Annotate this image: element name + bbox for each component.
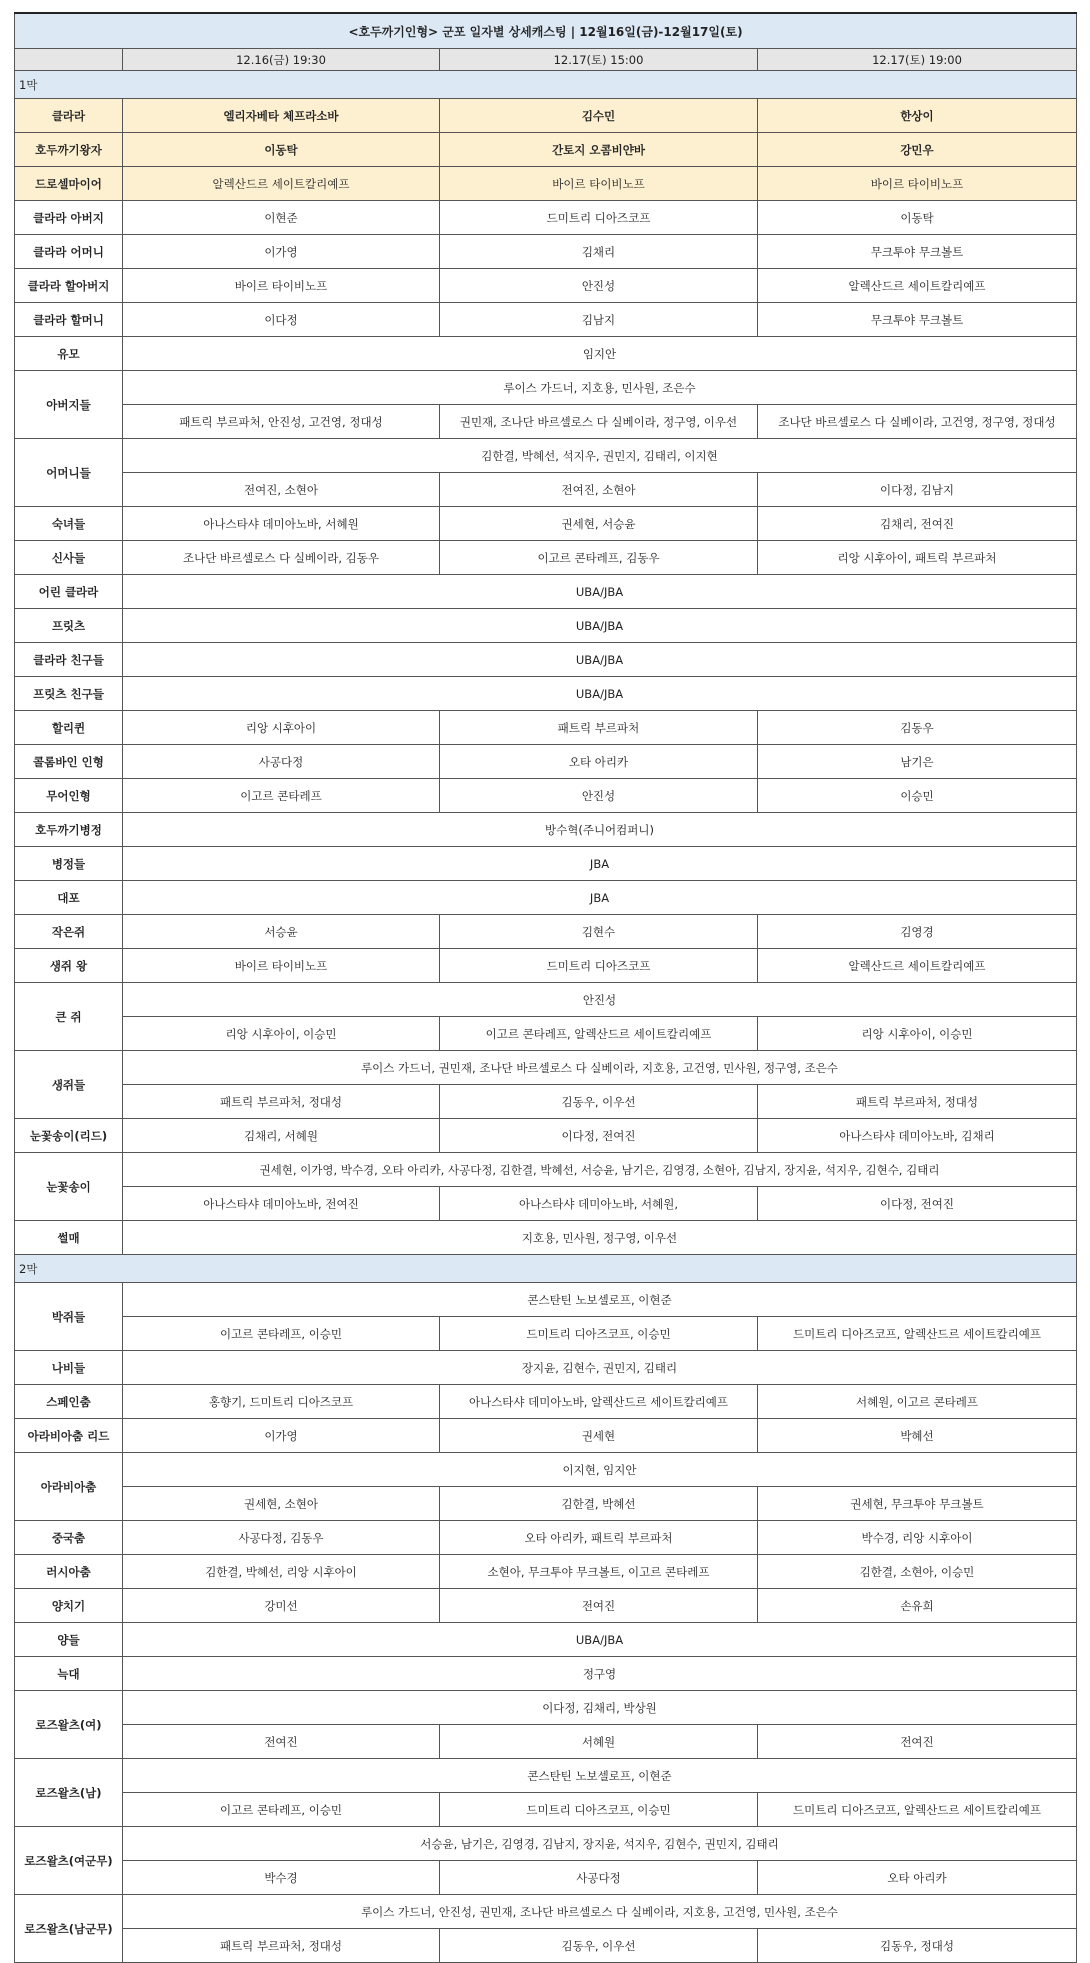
role-name: 눈꽃송이(리드) xyxy=(15,1119,123,1153)
act-label: 2막 xyxy=(15,1255,1077,1283)
cast-cell: 전여진, 소현아 xyxy=(440,473,758,507)
cast-all-dates: 서승윤, 남기은, 김영경, 김남지, 장지윤, 석지우, 김현수, 권민지, 김태리 xyxy=(123,1827,1077,1861)
casting-row xyxy=(15,575,1077,609)
act-row xyxy=(15,1255,1077,1283)
cast-all-dates: 방수혁(주니어컴퍼니) xyxy=(123,813,1077,847)
role-name: 무어인형 xyxy=(15,779,123,813)
cast-cell: 이승민 xyxy=(758,779,1077,813)
casting-row xyxy=(15,1351,1077,1385)
role-name: 신사들 xyxy=(15,541,123,575)
casting-row xyxy=(15,1419,1077,1453)
role-name: 양치기 xyxy=(15,1589,123,1623)
cast-cell: 오타 아리카, 패트릭 부르파처 xyxy=(440,1521,758,1555)
cast-cell: 서혜원, 이고르 콘타레프 xyxy=(758,1385,1077,1419)
role-name: 눈꽃송이 xyxy=(15,1153,123,1221)
cast-cell: 이고르 콘타레프, 알렉산드르 세이트칼리예프 xyxy=(440,1017,758,1051)
cast-cell: 사공다정 xyxy=(440,1861,758,1895)
role-name: 나비들 xyxy=(15,1351,123,1385)
cast-cell: 엘리자베타 체프라소바 xyxy=(123,99,440,133)
cast-cell: 김채리 xyxy=(440,235,758,269)
role-name: 아라비아춤 리드 xyxy=(15,1419,123,1453)
casting-subrow xyxy=(15,473,1077,507)
role-name: 대포 xyxy=(15,881,123,915)
casting-subrow xyxy=(15,1017,1077,1051)
casting-row xyxy=(15,745,1077,779)
cast-cell: 이다정, 전여진 xyxy=(440,1119,758,1153)
cast-cell: 김동우, 이우선 xyxy=(440,1085,758,1119)
cast-all-dates: 루이스 가드너, 안진성, 권민재, 조나단 바르셀로스 다 실베이라, 지호용, 고건영, 민사원, 조은수 xyxy=(123,1895,1077,1929)
role-name: 클라라 아버지 xyxy=(15,201,123,235)
cast-cell: 이다정 xyxy=(123,303,440,337)
casting-row xyxy=(15,711,1077,745)
casting-row xyxy=(15,1385,1077,1419)
cast-all-dates: JBA xyxy=(123,881,1077,915)
cast-cell: 안진성 xyxy=(440,779,758,813)
cast-cell: 김수민 xyxy=(440,99,758,133)
cast-cell: 강미선 xyxy=(123,1589,440,1623)
role-name: 늑대 xyxy=(15,1657,123,1691)
cast-cell: 소현아, 무크투야 무크볼트, 이고르 콘타레프 xyxy=(440,1555,758,1589)
casting-row xyxy=(15,303,1077,337)
cast-cell: 김동우, 이우선 xyxy=(440,1929,758,1963)
role-name: 클라라 xyxy=(15,99,123,133)
cast-cell: 드미트리 디아즈코프, 알렉산드르 세이트칼리예프 xyxy=(758,1793,1077,1827)
role-name: 클라라 할머니 xyxy=(15,303,123,337)
cast-cell: 이현준 xyxy=(123,201,440,235)
casting-subrow xyxy=(15,1725,1077,1759)
cast-cell: 전여진 xyxy=(758,1725,1077,1759)
casting-row xyxy=(15,201,1077,235)
cast-cell: 김현수 xyxy=(440,915,758,949)
casting-row xyxy=(15,779,1077,813)
role-name: 썰매 xyxy=(15,1221,123,1255)
cast-cell: 박수경 xyxy=(123,1861,440,1895)
cast-cell: 이가영 xyxy=(123,235,440,269)
cast-cell: 이다정, 전여진 xyxy=(758,1187,1077,1221)
casting-subrow xyxy=(15,1793,1077,1827)
role-name: 어린 클라라 xyxy=(15,575,123,609)
date-header-2: 12.17(토) 15:00 xyxy=(440,49,758,71)
casting-row xyxy=(15,167,1077,201)
cast-all-dates: JBA xyxy=(123,847,1077,881)
casting-row xyxy=(15,1453,1077,1487)
casting-row xyxy=(15,1119,1077,1153)
casting-subrow xyxy=(15,1317,1077,1351)
role-name: 생쥐 왕 xyxy=(15,949,123,983)
cast-all-dates: 권세현, 이가영, 박수경, 오타 아리카, 사공다정, 김한결, 박혜선, 서승윤, 남기은, 김영경, 소현아, 김남지, 장지윤, 석지우, 김현수, 김태리 xyxy=(123,1153,1077,1187)
role-name: 큰 쥐 xyxy=(15,983,123,1051)
casting-row xyxy=(15,1221,1077,1255)
cast-cell: 김남지 xyxy=(440,303,758,337)
cast-cell: 전여진, 소현아 xyxy=(123,473,440,507)
casting-row xyxy=(15,337,1077,371)
cast-all-dates: 이다정, 김채리, 박상원 xyxy=(123,1691,1077,1725)
role-name: 스페인춤 xyxy=(15,1385,123,1419)
cast-cell: 권세현, 무크투야 무크볼트 xyxy=(758,1487,1077,1521)
casting-subrow xyxy=(15,1929,1077,1963)
date-header-blank xyxy=(15,49,123,71)
cast-cell: 권민재, 조나단 바르셀로스 다 실베이라, 정구영, 이우선 xyxy=(440,405,758,439)
role-name: 아버지들 xyxy=(15,371,123,439)
cast-cell: 홍향기, 드미트리 디아즈코프 xyxy=(123,1385,440,1419)
cast-cell: 패트릭 부르파처 xyxy=(440,711,758,745)
cast-cell: 김동우 xyxy=(758,711,1077,745)
cast-all-dates: 김한결, 박혜선, 석지우, 권민지, 김태리, 이지현 xyxy=(123,439,1077,473)
cast-cell: 사공다정, 김동우 xyxy=(123,1521,440,1555)
cast-cell: 사공다정 xyxy=(123,745,440,779)
cast-cell: 바이르 타이비노프 xyxy=(758,167,1077,201)
date-header-1: 12.16(금) 19:30 xyxy=(123,49,440,71)
role-name: 로즈왈츠(남) xyxy=(15,1759,123,1827)
cast-cell: 알렉산드르 세이트칼리예프 xyxy=(758,269,1077,303)
cast-cell: 알렉산드르 세이트칼리예프 xyxy=(123,167,440,201)
casting-row xyxy=(15,1895,1077,1929)
role-name: 양들 xyxy=(15,1623,123,1657)
cast-cell: 이동탁 xyxy=(123,133,440,167)
date-header-3: 12.17(토) 19:00 xyxy=(758,49,1077,71)
cast-cell: 바이르 타이비노프 xyxy=(440,167,758,201)
cast-cell: 리앙 시후아이 xyxy=(123,711,440,745)
cast-cell: 간토지 오콤비얀바 xyxy=(440,133,758,167)
cast-all-dates: UBA/JBA xyxy=(123,575,1077,609)
role-name: 콜롬바인 인형 xyxy=(15,745,123,779)
role-name: 호두까기왕자 xyxy=(15,133,123,167)
act-row xyxy=(15,71,1077,99)
cast-cell: 김한결, 소현아, 이승민 xyxy=(758,1555,1077,1589)
cast-cell: 김동우, 정대성 xyxy=(758,1929,1077,1963)
casting-row xyxy=(15,643,1077,677)
cast-cell: 아나스타샤 데미아노바, 서혜원, xyxy=(440,1187,758,1221)
cast-cell: 한상이 xyxy=(758,99,1077,133)
role-name: 클라라 친구들 xyxy=(15,643,123,677)
cast-cell: 리앙 시후아이, 이승민 xyxy=(123,1017,440,1051)
cast-cell: 이고르 콘타레프, 이승민 xyxy=(123,1793,440,1827)
casting-row xyxy=(15,949,1077,983)
cast-cell: 김한결, 박혜선 xyxy=(440,1487,758,1521)
cast-all-dates: 임지안 xyxy=(123,337,1077,371)
cast-cell: 오타 아리카 xyxy=(440,745,758,779)
cast-cell: 패트릭 부르파처, 안진성, 고건영, 정대성 xyxy=(123,405,440,439)
role-name: 숙녀들 xyxy=(15,507,123,541)
role-name: 할리퀸 xyxy=(15,711,123,745)
page-title: <호두까기인형> 군포 일자별 상세캐스팅 | 12월16일(금)-12월17일(토) xyxy=(15,13,1077,49)
role-name: 프릿츠 xyxy=(15,609,123,643)
casting-row xyxy=(15,609,1077,643)
cast-cell: 김채리, 서혜원 xyxy=(123,1119,440,1153)
cast-cell: 리앙 시후아이, 이승민 xyxy=(758,1017,1077,1051)
role-name: 호두까기병정 xyxy=(15,813,123,847)
role-name: 클라라 어머니 xyxy=(15,235,123,269)
casting-subrow xyxy=(15,405,1077,439)
cast-cell: 전여진 xyxy=(123,1725,440,1759)
cast-all-dates: UBA/JBA xyxy=(123,677,1077,711)
casting-subrow xyxy=(15,1187,1077,1221)
cast-cell: 패트릭 부르파처, 정대성 xyxy=(123,1085,440,1119)
cast-cell: 이가영 xyxy=(123,1419,440,1453)
cast-all-dates: 안진성 xyxy=(123,983,1077,1017)
cast-cell: 바이르 타이비노프 xyxy=(123,949,440,983)
role-name: 유모 xyxy=(15,337,123,371)
casting-subrow xyxy=(15,1085,1077,1119)
cast-cell: 서승윤 xyxy=(123,915,440,949)
cast-cell: 박혜선 xyxy=(758,1419,1077,1453)
casting-row xyxy=(15,813,1077,847)
casting-row xyxy=(15,439,1077,473)
role-name: 생쥐들 xyxy=(15,1051,123,1119)
cast-all-dates: 정구영 xyxy=(123,1657,1077,1691)
cast-cell: 드미트리 디아즈코프, 알렉산드르 세이트칼리예프 xyxy=(758,1317,1077,1351)
casting-row xyxy=(15,541,1077,575)
cast-cell: 알렉산드르 세이트칼리예프 xyxy=(758,949,1077,983)
cast-cell: 강민우 xyxy=(758,133,1077,167)
cast-cell: 아나스타샤 데미아노바, 서혜원 xyxy=(123,507,440,541)
role-name: 병정들 xyxy=(15,847,123,881)
cast-cell: 박수경, 리앙 시후아이 xyxy=(758,1521,1077,1555)
casting-subrow xyxy=(15,1487,1077,1521)
cast-cell: 이고르 콘타레프 xyxy=(123,779,440,813)
cast-cell: 권세현, 서승윤 xyxy=(440,507,758,541)
casting-row xyxy=(15,507,1077,541)
cast-cell: 무크투야 무크볼트 xyxy=(758,235,1077,269)
cast-all-dates: 장지윤, 김현수, 권민지, 김태리 xyxy=(123,1351,1077,1385)
cast-cell: 리앙 시후아이, 패트릭 부르파처 xyxy=(758,541,1077,575)
role-name: 로즈왈츠(여) xyxy=(15,1691,123,1759)
cast-cell: 안진성 xyxy=(440,269,758,303)
role-name: 아라비아춤 xyxy=(15,1453,123,1521)
cast-cell: 김채리, 전여진 xyxy=(758,507,1077,541)
cast-cell: 아나스타샤 데미아노바, 전여진 xyxy=(123,1187,440,1221)
casting-row xyxy=(15,1283,1077,1317)
casting-row xyxy=(15,915,1077,949)
role-name: 클라라 할아버지 xyxy=(15,269,123,303)
cast-cell: 드미트리 디아즈코프, 이승민 xyxy=(440,1317,758,1351)
cast-all-dates: 루이스 가드너, 권민재, 조나단 바르셀로스 다 실베이라, 지호용, 고건영, 민사원, 정구영, 조은수 xyxy=(123,1051,1077,1085)
cast-cell: 이동탁 xyxy=(758,201,1077,235)
role-name: 로즈왈츠(남군무) xyxy=(15,1895,123,1963)
casting-row xyxy=(15,269,1077,303)
casting-row xyxy=(15,1623,1077,1657)
cast-cell: 김한결, 박혜선, 리앙 시후아이 xyxy=(123,1555,440,1589)
role-name: 중국춤 xyxy=(15,1521,123,1555)
cast-cell: 이고르 콘타레프, 이승민 xyxy=(123,1317,440,1351)
act-label: 1막 xyxy=(15,71,1077,99)
cast-cell: 바이르 타이비노프 xyxy=(123,269,440,303)
cast-cell: 패트릭 부르파처, 정대성 xyxy=(758,1085,1077,1119)
cast-all-dates: UBA/JBA xyxy=(123,609,1077,643)
casting-row xyxy=(15,677,1077,711)
casting-row xyxy=(15,1589,1077,1623)
cast-cell: 이다정, 김남지 xyxy=(758,473,1077,507)
role-name: 어머니들 xyxy=(15,439,123,507)
casting-row xyxy=(15,1521,1077,1555)
role-name: 작은쥐 xyxy=(15,915,123,949)
cast-cell: 무크투야 무크볼트 xyxy=(758,303,1077,337)
role-name: 프릿츠 친구들 xyxy=(15,677,123,711)
cast-cell: 권세현 xyxy=(440,1419,758,1453)
casting-row xyxy=(15,1657,1077,1691)
casting-row xyxy=(15,983,1077,1017)
cast-cell: 조나단 바르셀로스 다 실베이라, 고건영, 정구영, 정대성 xyxy=(758,405,1077,439)
cast-all-dates: UBA/JBA xyxy=(123,1623,1077,1657)
cast-all-dates: UBA/JBA xyxy=(123,643,1077,677)
casting-row xyxy=(15,133,1077,167)
cast-cell: 패트릭 부르파처, 정대성 xyxy=(123,1929,440,1963)
cast-cell: 권세현, 소현아 xyxy=(123,1487,440,1521)
casting-subrow xyxy=(15,1861,1077,1895)
cast-cell: 드미트리 디아즈코프 xyxy=(440,201,758,235)
role-name: 로즈왈츠(여군무) xyxy=(15,1827,123,1895)
cast-cell: 김영경 xyxy=(758,915,1077,949)
role-name: 박쥐들 xyxy=(15,1283,123,1351)
casting-row xyxy=(15,1827,1077,1861)
casting-sheet xyxy=(14,12,1076,1963)
cast-cell: 아나스타샤 데미아노바, 알렉산드르 세이트칼리예프 xyxy=(440,1385,758,1419)
casting-row xyxy=(15,1759,1077,1793)
casting-row xyxy=(15,881,1077,915)
casting-table xyxy=(14,12,1077,1963)
cast-cell: 드미트리 디아즈코프 xyxy=(440,949,758,983)
cast-cell: 서혜원 xyxy=(440,1725,758,1759)
cast-all-dates: 콘스탄틴 노보셀로프, 이현준 xyxy=(123,1759,1077,1793)
cast-cell: 오타 아리카 xyxy=(758,1861,1077,1895)
casting-row xyxy=(15,1051,1077,1085)
cast-cell: 조나단 바르셀로스 다 실베이라, 김동우 xyxy=(123,541,440,575)
casting-row xyxy=(15,235,1077,269)
casting-row xyxy=(15,371,1077,405)
casting-row xyxy=(15,1555,1077,1589)
role-name: 러시아춤 xyxy=(15,1555,123,1589)
cast-cell: 드미트리 디아즈코프, 이승민 xyxy=(440,1793,758,1827)
cast-cell: 아나스타샤 데미아노바, 김채리 xyxy=(758,1119,1077,1153)
casting-row xyxy=(15,1691,1077,1725)
cast-cell: 남기은 xyxy=(758,745,1077,779)
cast-all-dates: 콘스탄틴 노보셀로프, 이현준 xyxy=(123,1283,1077,1317)
casting-row xyxy=(15,1153,1077,1187)
cast-all-dates: 이지현, 임지안 xyxy=(123,1453,1077,1487)
cast-all-dates: 지호용, 민사원, 정구영, 이우선 xyxy=(123,1221,1077,1255)
role-name: 드로셀마이어 xyxy=(15,167,123,201)
cast-cell: 손유희 xyxy=(758,1589,1077,1623)
casting-row xyxy=(15,847,1077,881)
casting-row xyxy=(15,99,1077,133)
cast-all-dates: 루이스 가드너, 지호용, 민사원, 조은수 xyxy=(123,371,1077,405)
cast-cell: 이고르 콘타레프, 김동우 xyxy=(440,541,758,575)
cast-cell: 전여진 xyxy=(440,1589,758,1623)
